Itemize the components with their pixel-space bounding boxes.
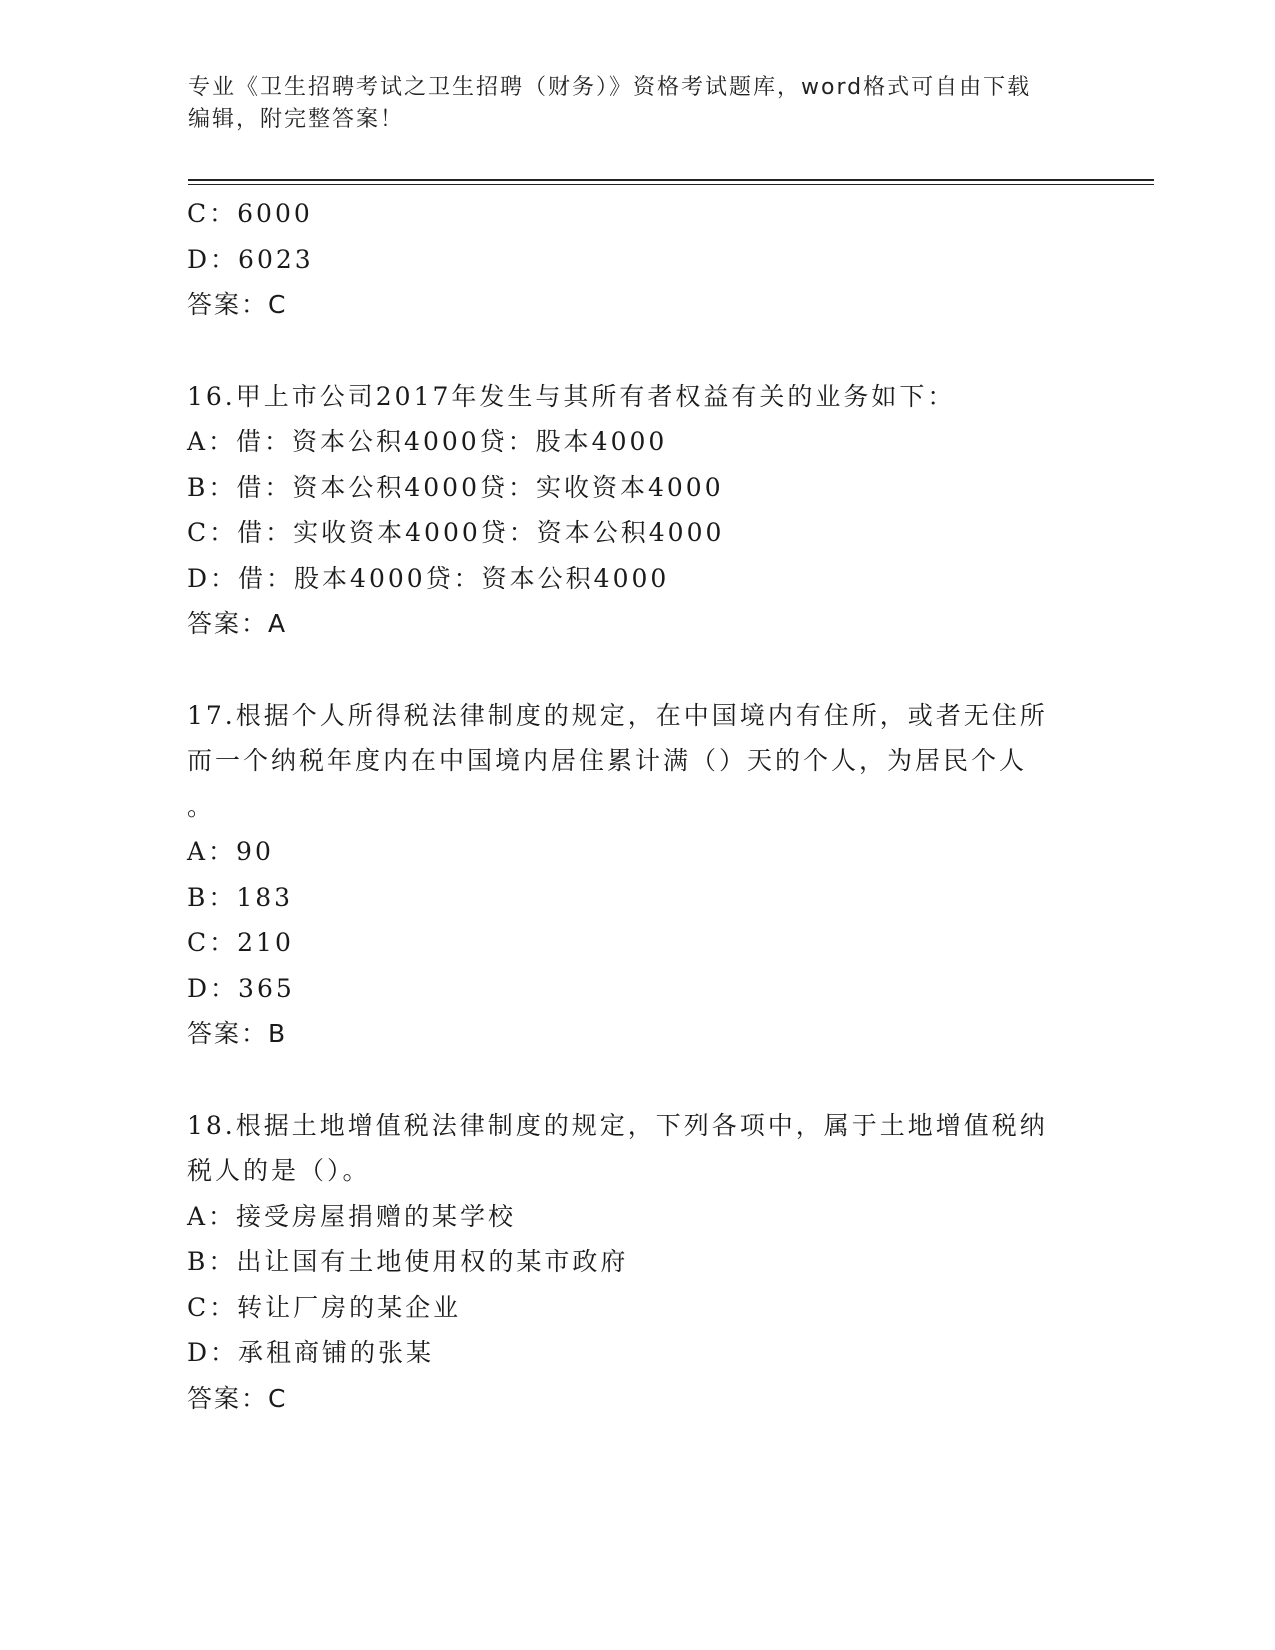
question-stem-line-2: 税人的是（）。 — [187, 1156, 371, 1185]
question-block-15 — [187, 191, 1087, 328]
option-d: D：借：股本4000贷：资本公积4000 — [187, 563, 670, 593]
option-c: C：210 — [187, 928, 294, 957]
header-divider — [188, 179, 1154, 181]
question-block-18 — [187, 1103, 1087, 1422]
option-d: D：承租商铺的张某 — [187, 1338, 435, 1367]
question-block-16 — [187, 374, 1087, 647]
answer-line: 答案：C — [187, 290, 288, 319]
document-header — [188, 72, 1088, 136]
answer-line: 答案：B — [187, 1019, 288, 1048]
header-divider-thin — [188, 184, 1154, 185]
option-c: C：借：实收资本4000贷：资本公积4000 — [187, 518, 725, 547]
option-c: C：6000 — [187, 199, 313, 228]
option-a: A：90 — [187, 837, 274, 866]
header-line-2: 编辑，附完整答案！ — [188, 107, 405, 132]
question-stem-line-1: 18.根据土地增值税法律制度的规定，下列各项中，属于土地增值税纳 — [187, 1110, 1048, 1140]
answer-line: 答案：A — [187, 609, 288, 638]
question-stem: 16.甲上市公司2017年发生与其所有者权益有关的业务如下： — [187, 381, 956, 411]
question-stem-line-3: 。 — [187, 791, 216, 821]
option-b: B：借：资本公积4000贷：实收资本4000 — [187, 472, 724, 502]
option-b: B：出让国有土地使用权的某市政府 — [187, 1247, 629, 1276]
question-block-17 — [187, 693, 1087, 1057]
option-c: C：转让厂房的某企业 — [187, 1292, 462, 1322]
option-d: D：6023 — [187, 244, 314, 274]
option-a: A：借：资本公积4000贷：股本4000 — [187, 427, 668, 456]
answer-line: 答案：C — [187, 1383, 288, 1413]
question-stem-line-2: 而一个纳税年度内在中国境内居住累计满（）天的个人，为居民个人 — [187, 746, 1028, 775]
header-line-1: 专业《卫生招聘考试之卫生招聘（财务）》资格考试题库，word格式可自由下载 — [188, 75, 1032, 100]
option-d: D：365 — [187, 973, 295, 1003]
option-a: A：接受房屋捐赠的某学校 — [187, 1201, 517, 1231]
document-body — [187, 191, 1087, 1421]
question-stem-line-1: 17.根据个人所得税法律制度的规定，在中国境内有住所，或者无住所 — [187, 700, 1048, 730]
option-b: B：183 — [187, 882, 294, 912]
